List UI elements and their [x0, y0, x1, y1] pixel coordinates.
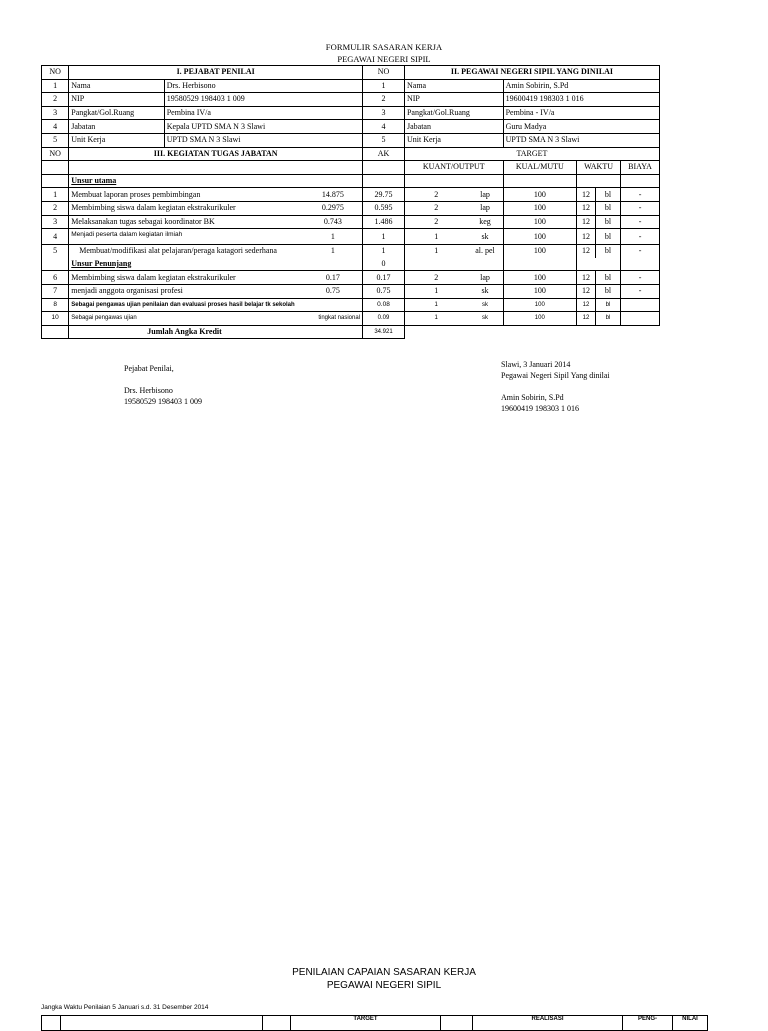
ak-header: AK [363, 147, 405, 161]
task-biaya: - [621, 245, 660, 258]
task-name: Membimbing siswa dalam kegiatan ekstrakurikuler [69, 271, 304, 285]
kual-header: KUAL/MUTU [503, 161, 576, 175]
unsur-utama-label: Unsur utama [69, 174, 363, 188]
unsur-utama-row [42, 174, 660, 188]
field-value: UPTD SMA N 3 Slawi [164, 133, 362, 147]
row-no: 2 [42, 93, 69, 107]
kuant-header: KUANT/OUTPUT [404, 161, 503, 175]
identity-row [42, 93, 660, 107]
page2-nilai-header: NILAI [673, 1016, 708, 1031]
identity-row [42, 133, 660, 147]
signature-left-name: Drs. Herbisono [124, 386, 173, 395]
task-mutu: 100 [503, 188, 576, 202]
task-no: 6 [42, 271, 69, 285]
task-name: Membuat laporan proses pembimbingan [69, 188, 304, 202]
row-no: 3 [363, 106, 405, 120]
unsur-penunjang-label: Unsur Penunjang [69, 258, 363, 271]
task-value: 0.17 [304, 271, 363, 285]
task-unit: lap [467, 188, 503, 202]
page2-target-header: TARGET [291, 1016, 441, 1031]
task-mutu: 100 [503, 298, 576, 312]
task-value: tingkat nasional [304, 312, 363, 326]
task-no: 3 [42, 215, 69, 229]
row-no: 4 [42, 120, 69, 134]
task-mutu: 100 [503, 201, 576, 215]
row-no: 5 [363, 133, 405, 147]
signature-right [501, 359, 610, 414]
section3-header-row [42, 147, 660, 161]
task-biaya: - [621, 201, 660, 215]
no-header: NO [363, 66, 405, 80]
task-waktu-unit: bl [595, 298, 620, 312]
field-value: Kepala UPTD SMA N 3 Slawi [164, 120, 362, 134]
no-header: NO [42, 66, 69, 80]
task-name: Menjadi peserta dalam kegiatan ilmiah [69, 229, 304, 245]
row-no: 1 [42, 79, 69, 93]
page2-table [41, 1015, 708, 1031]
biaya-header: BIAYA [621, 161, 660, 175]
task-unit: lap [467, 271, 503, 285]
task-row [42, 298, 660, 312]
task-waktu: 12 [577, 201, 596, 215]
task-no: 2 [42, 201, 69, 215]
total-label: Jumlah Angka Kredit [69, 325, 363, 339]
task-waktu: 12 [577, 298, 596, 312]
task-waktu-unit: bl [595, 271, 620, 285]
section3-subheader-row [42, 161, 660, 175]
row-no: 1 [363, 79, 405, 93]
page2-realisasi-header: REALISASI [473, 1016, 623, 1031]
task-waktu: 12 [577, 215, 596, 229]
task-mutu: 100 [503, 229, 576, 245]
task-biaya [621, 312, 660, 326]
unsur-penunjang-row [42, 258, 660, 271]
task-name: Sebagai pengawas ujian penilaian dan evaluasi proses hasil belajar tk sekolah [69, 298, 363, 312]
task-name: Membimbing siswa dalam kegiatan ekstrakurikuler [69, 201, 304, 215]
page2-subtitle: PEGAWAI NEGERI SIPIL [326, 980, 442, 991]
target-header: TARGET [404, 147, 659, 161]
task-waktu-unit: bl [595, 188, 620, 202]
task-ak: 0.08 [363, 298, 405, 312]
task-no: 8 [42, 298, 69, 312]
field-label: Nama [69, 79, 164, 93]
task-row [42, 201, 660, 215]
task-ak: 0.595 [363, 201, 405, 215]
row-no: 3 [42, 106, 69, 120]
task-waktu: 12 [577, 271, 596, 285]
task-mutu: 100 [503, 312, 576, 326]
task-unit: keg [467, 215, 503, 229]
task-ak: 29.75 [363, 188, 405, 202]
task-waktu: 12 [577, 245, 596, 258]
task-no: 5 [42, 245, 69, 258]
identity-row [42, 106, 660, 120]
task-biaya: - [621, 215, 660, 229]
task-qty: 1 [404, 298, 467, 312]
task-biaya: - [621, 188, 660, 202]
field-value: Drs. Herbisono [164, 79, 362, 93]
task-waktu-unit: bl [595, 201, 620, 215]
task-name: Sebagai pengawas ujian [69, 312, 304, 326]
task-mutu: 100 [503, 271, 576, 285]
task-value: 1 [304, 245, 363, 258]
task-waktu: 12 [577, 229, 596, 245]
task-unit: lap [467, 201, 503, 215]
task-waktu: 12 [577, 284, 596, 298]
row-no: 5 [42, 133, 69, 147]
field-label: Pangkat/Gol.Ruang [69, 106, 164, 120]
form-subtitle: PEGAWAI NEGERI SIPIL [337, 54, 431, 64]
task-biaya [621, 298, 660, 312]
task-name: Membuat/modifikasi alat pelajaran/peraga katagori sederhana [69, 245, 304, 258]
task-ak: 0.75 [363, 284, 405, 298]
signature-left-nip: 19580529 198403 1 009 [124, 397, 202, 406]
field-label: Pangkat/Gol.Ruang [404, 106, 503, 120]
task-row [42, 188, 660, 202]
signature-right-name: Amin Sobirin, S.Pd [501, 393, 564, 402]
page2-period: Jangka Waktu Penilaian 5 Januari s.d. 31 Desember 2014 [41, 1004, 209, 1011]
total-row [42, 325, 660, 339]
task-unit: al. pel [467, 245, 503, 258]
task-qty: 1 [404, 245, 467, 258]
section3-header: III. KEGIATAN TUGAS JABATAN [69, 147, 363, 161]
task-qty: 2 [404, 215, 467, 229]
task-row [42, 245, 660, 258]
field-label: NIP [404, 93, 503, 107]
skp-form-table [41, 65, 660, 339]
field-value: UPTD SMA N 3 Slawi [503, 133, 659, 147]
task-row [42, 215, 660, 229]
task-unit: sk [467, 229, 503, 245]
page2-peng-header: PENG- [623, 1016, 673, 1031]
task-unit: sk [467, 298, 503, 312]
task-value: 1 [304, 229, 363, 245]
identity-row [42, 120, 660, 134]
field-value: Pembina - IV/a [503, 106, 659, 120]
task-row [42, 271, 660, 285]
task-no: 1 [42, 188, 69, 202]
task-name: Melaksanakan tugas sebagai koordinator BK [69, 215, 304, 229]
task-no: 10 [42, 312, 69, 326]
task-row [42, 312, 660, 326]
task-qty: 1 [404, 229, 467, 245]
field-value: Amin Sobirin, S.Pd [503, 79, 659, 93]
signature-left-label: Pejabat Penilai, [124, 364, 174, 373]
task-value: 14.875 [304, 188, 363, 202]
task-biaya: - [621, 271, 660, 285]
form-title: FORMULIR SASARAN KERJA [325, 42, 443, 52]
row-no: 4 [363, 120, 405, 134]
section-header-row [42, 66, 660, 80]
field-value: 19580529 198403 1 009 [164, 93, 362, 107]
signature-right-nip: 19600419 198303 1 016 [501, 404, 579, 413]
task-waktu-unit: bl [595, 215, 620, 229]
field-label: Unit Kerja [404, 133, 503, 147]
task-ak: 0.17 [363, 271, 405, 285]
field-label: Unit Kerja [69, 133, 164, 147]
no-header: NO [42, 147, 69, 161]
task-waktu-unit: bl [595, 229, 620, 245]
task-biaya: - [621, 229, 660, 245]
task-qty: 2 [404, 201, 467, 215]
signature-left [124, 363, 202, 407]
field-label: Nama [404, 79, 503, 93]
total-value: 34.921 [363, 325, 405, 339]
signature-right-label: Pegawai Negeri Sipil Yang dinilai [501, 371, 610, 380]
task-ak: 1.486 [363, 215, 405, 229]
task-mutu: 100 [503, 245, 576, 258]
task-ak: 1 [363, 229, 405, 245]
task-row [42, 284, 660, 298]
task-waktu-unit: bl [595, 245, 620, 258]
task-ak-extra: 0 [363, 258, 405, 271]
identity-row [42, 79, 660, 93]
task-ak: 1 [363, 245, 405, 258]
signature-right-date: Slawi, 3 Januari 2014 [501, 360, 571, 369]
task-mutu: 100 [503, 215, 576, 229]
task-unit: sk [467, 284, 503, 298]
task-qty: 1 [404, 312, 467, 326]
field-value: Guru Madya [503, 120, 659, 134]
section2-header: II. PEGAWAI NEGERI SIPIL YANG DINILAI [404, 66, 659, 80]
task-value: 0.2975 [304, 201, 363, 215]
task-waktu: 12 [577, 188, 596, 202]
task-value: 0.743 [304, 215, 363, 229]
waktu-header: WAKTU [577, 161, 621, 175]
field-label: Jabatan [404, 120, 503, 134]
field-value: 19600419 198303 1 016 [503, 93, 659, 107]
task-name: menjadi anggota organisasi profesi [69, 284, 304, 298]
section1-header: I. PEJABAT PENILAI [69, 66, 363, 80]
task-qty: 2 [404, 271, 467, 285]
field-value: Pembina IV/a [164, 106, 362, 120]
field-label: Jabatan [69, 120, 164, 134]
task-waktu-unit: bl [595, 284, 620, 298]
task-waktu: 12 [577, 312, 596, 326]
task-biaya: - [621, 284, 660, 298]
field-label: NIP [69, 93, 164, 107]
row-no: 2 [363, 93, 405, 107]
task-no: 4 [42, 229, 69, 245]
task-unit: sk [467, 312, 503, 326]
task-no: 7 [42, 284, 69, 298]
task-qty: 1 [404, 284, 467, 298]
task-waktu-unit: bl [595, 312, 620, 326]
task-row [42, 229, 660, 245]
page2-title: PENILAIAN CAPAIAN SASARAN KERJA [292, 967, 476, 978]
task-value: 0.75 [304, 284, 363, 298]
task-ak: 0.09 [363, 312, 405, 326]
task-qty: 2 [404, 188, 467, 202]
task-mutu: 100 [503, 284, 576, 298]
